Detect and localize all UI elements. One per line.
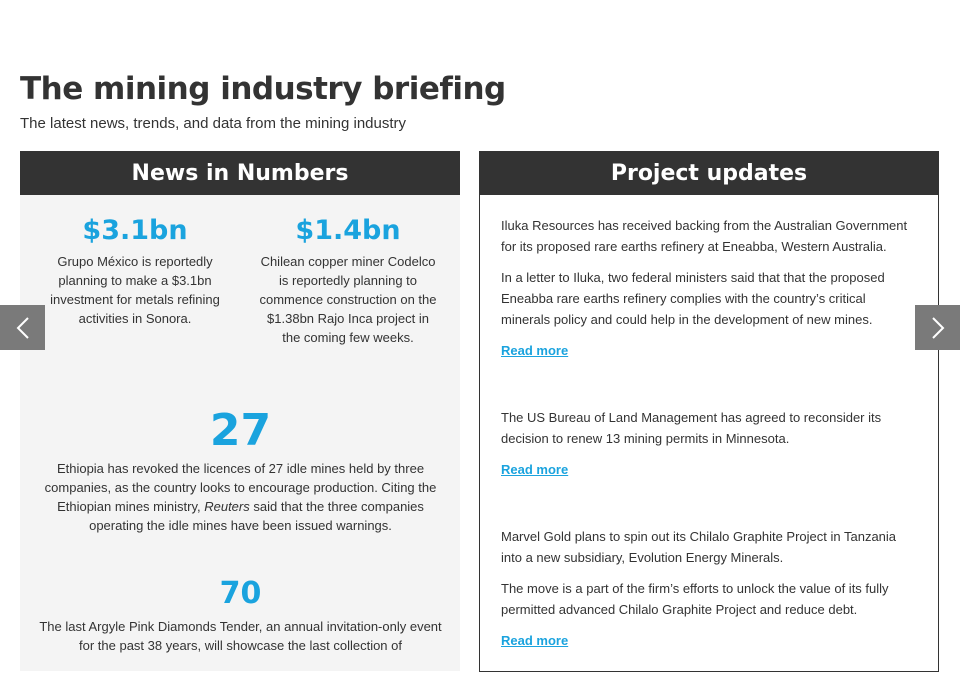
update-item — [501, 526, 917, 651]
stat-item — [38, 576, 443, 655]
update-paragraph: The US Bureau of Land Management has agreed to reconsider its decision to renew 13 mining permits in Minnesota. — [501, 410, 882, 446]
update-item — [501, 407, 917, 480]
stat-value: $1.4bn — [295, 215, 401, 246]
update-paragraph: Marvel Gold plans to spin out its Chilalo Graphite Project in Tanzania into a new subsidiary, Evolution Energy Minerals. — [501, 529, 897, 565]
stat-item — [258, 217, 438, 347]
stat-item — [40, 217, 230, 328]
stat-description-after: said that the three companies operating the idle mines have been issued warnings. — [89, 499, 424, 533]
stat-description: Chilean copper miner Codelco is reportedly planning to commence construction on the $1.38bn Rajo Inca project in the coming few weeks. — [259, 254, 437, 345]
read-more-link[interactable]: Read more — [501, 633, 569, 648]
briefing-header — [20, 70, 506, 132]
stat-description: Grupo México is reportedly planning to make a $3.1bn investment for metals refining activities in Sonora. — [50, 254, 220, 326]
stat-description-before: Ethiopia has revoked the licences of 27 idle mines held by three companies, as the country looks to encourage production. Citing the Ethiopian mines ministry, — [44, 461, 437, 514]
stat-value: 27 — [209, 405, 272, 456]
read-more-link[interactable]: Read more — [501, 462, 569, 477]
project-updates-list — [501, 215, 917, 697]
chevron-right-icon — [931, 316, 945, 340]
chevron-left-icon — [16, 316, 30, 340]
stat-item — [38, 405, 443, 535]
project-updates-heading: Project updates — [479, 151, 939, 195]
stat-description: The last Argyle Pink Diamonds Tender, an annual invitation-only event for the past 38 years, will showcase the last collection of — [39, 619, 442, 653]
page-subtitle: The latest news, trends, and data from the mining industry — [20, 115, 407, 132]
stat-value: $3.1bn — [82, 215, 188, 246]
update-paragraph: In a letter to Iluka, two federal ministers said that that the proposed Eneabba rare earths refinery complies with the country’s critical minerals policy and could help in the development of new mines. — [501, 270, 885, 327]
update-item — [501, 215, 917, 361]
update-paragraph: Iluka Resources has received backing from the Australian Government for its proposed rare earths refinery at Eneabba, Western Australia. — [501, 218, 908, 254]
news-in-numbers-heading: News in Numbers — [20, 151, 460, 195]
read-more-link[interactable]: Read more — [501, 343, 569, 358]
update-paragraph: The move is a part of the firm’s efforts to unlock the value of its fully permitted advanced Chilalo Graphite Project and reduce debt. — [501, 581, 889, 617]
project-updates-panel — [479, 151, 939, 672]
stat-value: 70 — [219, 576, 262, 611]
carousel-prev-button[interactable] — [0, 305, 45, 350]
carousel-next-button[interactable] — [915, 305, 960, 350]
source-name: Reuters — [204, 499, 250, 514]
news-in-numbers-panel — [20, 151, 460, 671]
page-title: The mining industry briefing — [20, 71, 506, 107]
